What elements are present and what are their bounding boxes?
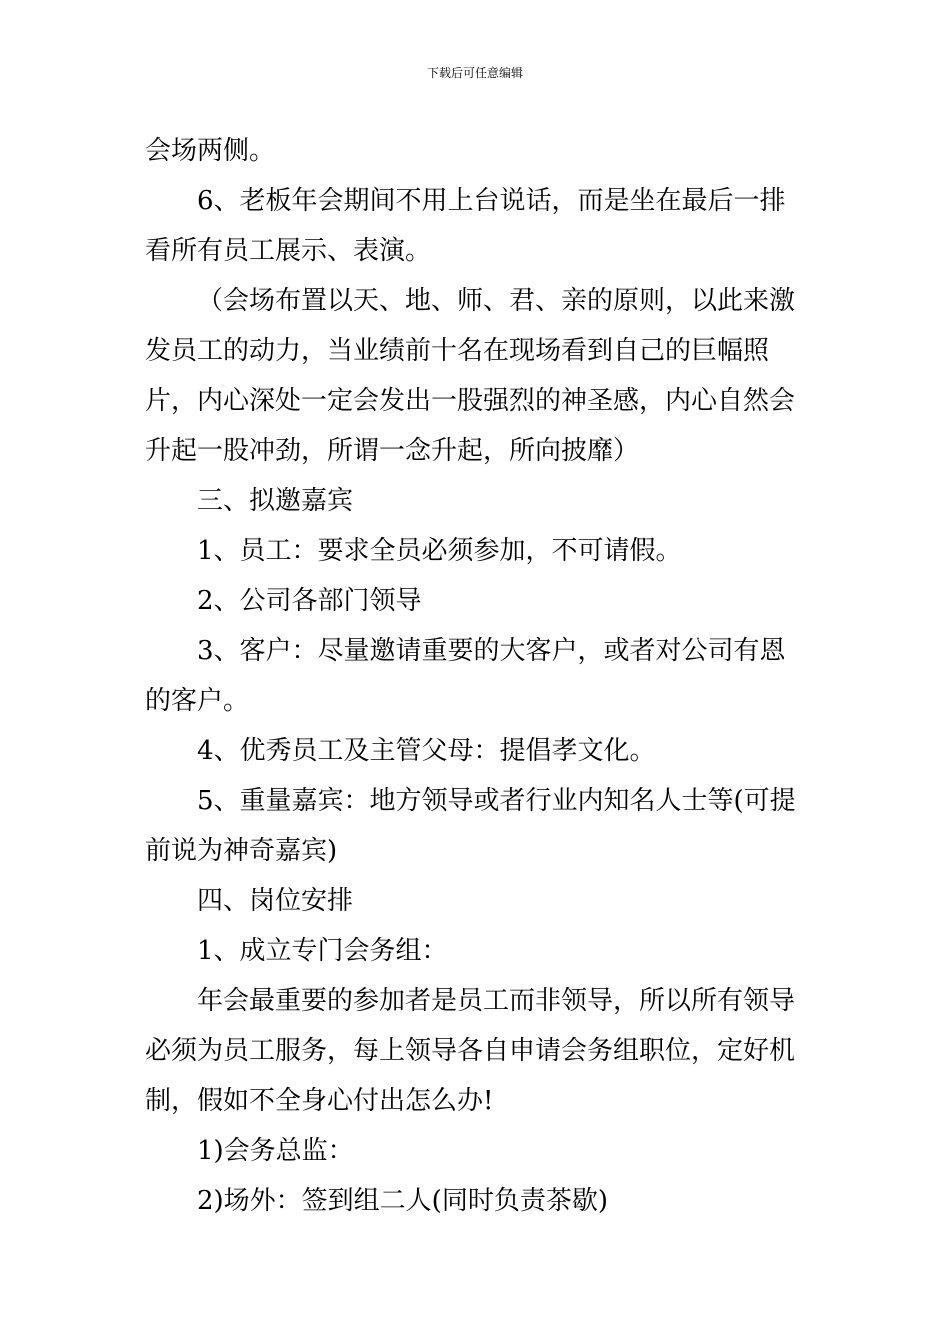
list-item: 3、客户：尽量邀请重要的大客户，或者对公司有恩的客户。 bbox=[145, 636, 786, 716]
list-item: 1、员工：要求全员必须参加，不可请假。 bbox=[197, 536, 682, 566]
page-header: 下载后可任意编辑 bbox=[426, 66, 523, 80]
list-item: 2)场外：签到组二人(同时负责茶歇) bbox=[197, 1186, 608, 1216]
list-item: 5、重量嘉宾：地方领导或者行业内知名人士等(可提前说为神奇嘉宾) bbox=[145, 786, 796, 866]
paragraph: 6、老板年会期间不用上台说话，而是坐在最后一排看所有员工展示、表演。 bbox=[145, 186, 786, 266]
list-item: 1、成立专门会务组： bbox=[197, 936, 448, 966]
paragraph: 年会最重要的参加者是员工而非领导，所以所有领导必须为员工服务，每上领导各自申请会务组职位，定好机制，假如不全身心付出怎么办! bbox=[145, 986, 796, 1116]
paragraph: 会场两侧。 bbox=[145, 136, 276, 166]
section-heading: 三、拟邀嘉宾 bbox=[197, 486, 354, 516]
document-body bbox=[145, 126, 807, 1226]
section-heading: 四、岗位安排 bbox=[197, 886, 354, 916]
list-item: 1)会务总监： bbox=[197, 1136, 354, 1166]
paragraph: （会场布置以天、地、师、君、亲的原则，以此来激发员工的动力，当业绩前十名在现场看到自己的巨幅照片，内心深处一定会发出一股强烈的神圣感，内心自然会升起一股冲劲，所谓一念升起，所向披靡） bbox=[145, 286, 796, 466]
list-item: 2、公司各部门领导 bbox=[197, 586, 422, 616]
list-item: 4、优秀员工及主管父母：提倡孝文化。 bbox=[197, 736, 656, 766]
